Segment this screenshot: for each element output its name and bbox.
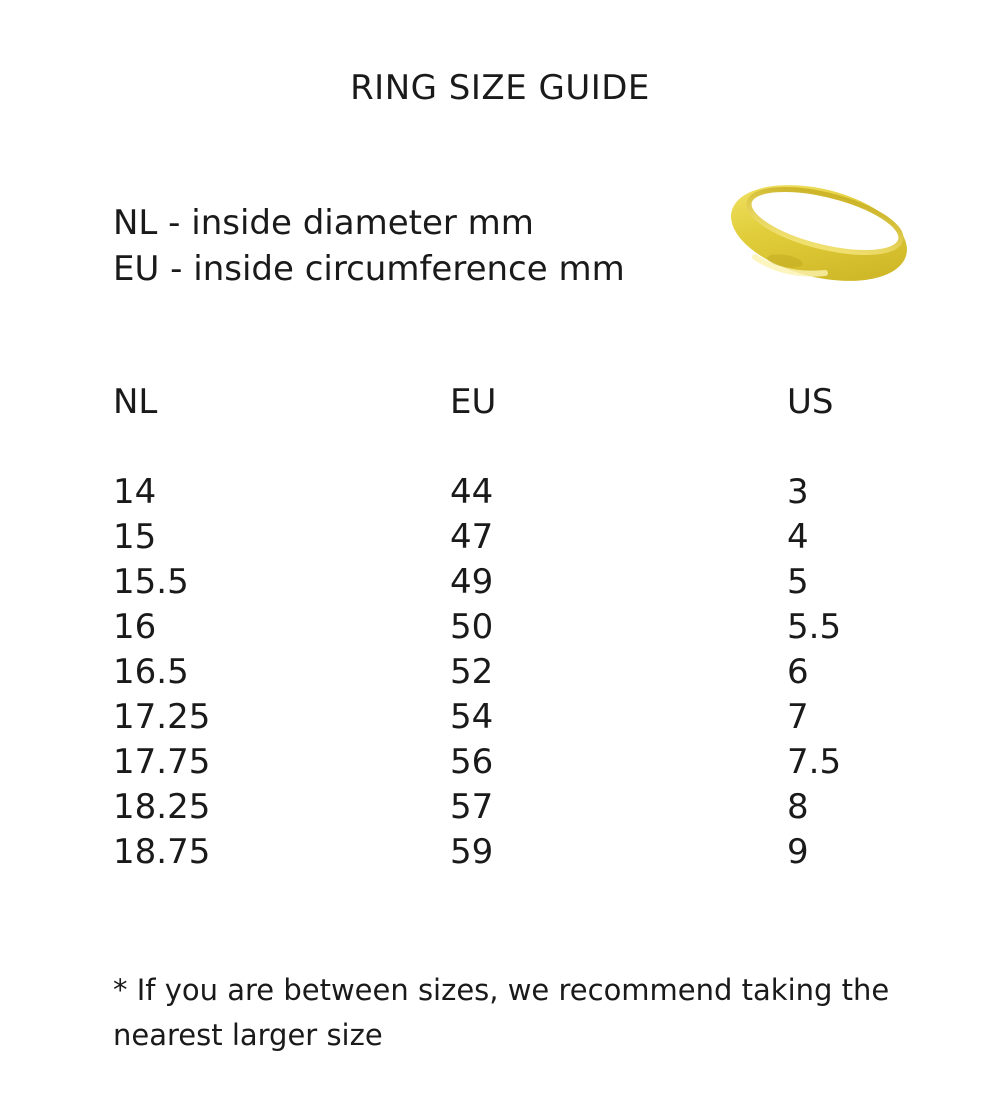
cell-eu: 52	[450, 652, 494, 692]
cell-nl: 16	[113, 607, 157, 647]
legend-nl: NL - inside diameter mm	[113, 203, 534, 243]
cell-nl: 15	[113, 517, 157, 557]
cell-us: 4	[787, 517, 809, 557]
cell-eu: 59	[450, 832, 494, 872]
cell-eu: 49	[450, 562, 494, 602]
cell-nl: 16.5	[113, 652, 189, 692]
header-eu: EU	[450, 382, 497, 422]
legend	[113, 200, 625, 292]
gold-ring-icon	[715, 165, 915, 295]
cell-nl: 18.75	[113, 832, 211, 872]
cell-eu: 57	[450, 787, 494, 827]
cell-us: 7.5	[787, 742, 842, 782]
cell-nl: 17.75	[113, 742, 211, 782]
cell-nl: 18.25	[113, 787, 211, 827]
cell-eu: 56	[450, 742, 494, 782]
cell-nl: 15.5	[113, 562, 189, 602]
cell-us: 3	[787, 472, 809, 512]
cell-nl: 14	[113, 472, 157, 512]
cell-nl: 17.25	[113, 697, 211, 737]
header-nl: NL	[113, 382, 158, 422]
cell-us: 9	[787, 832, 809, 872]
cell-us: 5.5	[787, 607, 842, 647]
header-us: US	[787, 382, 834, 422]
page-title: RING SIZE GUIDE	[350, 68, 650, 108]
cell-us: 8	[787, 787, 809, 827]
cell-us: 7	[787, 697, 809, 737]
cell-eu: 44	[450, 472, 494, 512]
cell-us: 5	[787, 562, 809, 602]
cell-eu: 54	[450, 697, 494, 737]
cell-eu: 50	[450, 607, 494, 647]
cell-eu: 47	[450, 517, 494, 557]
legend-eu: EU - inside circumference mm	[113, 249, 625, 289]
footnote: * If you are between sizes, we recommend taking the nearest larger size	[113, 973, 890, 1052]
cell-us: 6	[787, 652, 809, 692]
